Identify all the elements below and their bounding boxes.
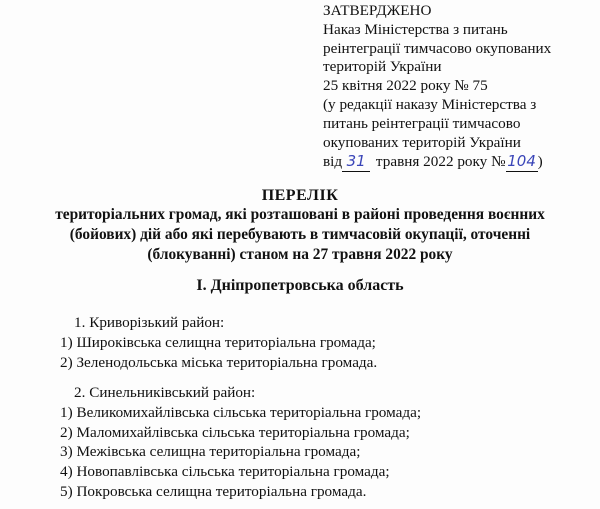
subtitle-line: (бойових) дій або які перебувають в тимчасовій окупації, оточенні xyxy=(69,225,531,243)
community-item: 1) Великомихайлівська сільська територіальна громада; xyxy=(60,403,422,421)
community-item: 3) Межівська селищна територіальна громада; xyxy=(60,443,361,461)
approval-line: територій України xyxy=(323,58,442,76)
revision-suffix: ) xyxy=(537,153,543,171)
document-subtitle xyxy=(0,205,600,264)
approval-heading: ЗАТВЕРДЖЕНО xyxy=(323,2,432,19)
community-item: 5) Покровська селищна територіальна громада. xyxy=(60,482,367,500)
section-heading: І. Дніпропетровська область xyxy=(196,277,404,294)
approval-line: Наказ Міністерства з питань xyxy=(323,20,508,38)
subtitle-line: територіальних громад, які розташовані в районі проведення воєнних xyxy=(55,206,545,223)
approval-line: (у редакції наказу Міністерства з xyxy=(323,95,537,113)
handwritten-number: 104 xyxy=(507,152,536,171)
community-item: 1) Широківська селищна територіальна громада; xyxy=(60,333,376,351)
document-title: ПЕРЕЛІК xyxy=(261,187,339,204)
district-block xyxy=(60,383,421,502)
district-name: 2. Синельниківський район: xyxy=(74,384,256,401)
community-item: 2) Зеленодольська міська територіальна громада. xyxy=(60,353,378,371)
subtitle-line: (блокуванні) станом на 27 травня 2022 року xyxy=(147,245,453,263)
handwritten-day: 31 xyxy=(342,152,370,172)
district-block xyxy=(60,313,377,372)
approval-revision-date-line xyxy=(323,152,593,172)
approval-date-line: 25 квітня 2022 року № 75 xyxy=(323,77,488,95)
revision-middle: травня 2022 року № xyxy=(375,153,506,171)
approval-line: питань реінтеграції тимчасово xyxy=(323,114,521,132)
approval-stamp-block xyxy=(323,2,593,172)
revision-prefix: від xyxy=(323,153,343,171)
approval-line: реінтеграції тимчасово окупованих xyxy=(323,39,552,57)
district-name: 1. Криворізький район: xyxy=(74,314,225,331)
community-item: 2) Маломихайлівська сільська територіальна громада; xyxy=(60,423,410,441)
approval-line: окупованих територій України xyxy=(323,133,521,151)
community-item: 4) Новопавлівська сільська територіальна громада; xyxy=(60,463,390,481)
